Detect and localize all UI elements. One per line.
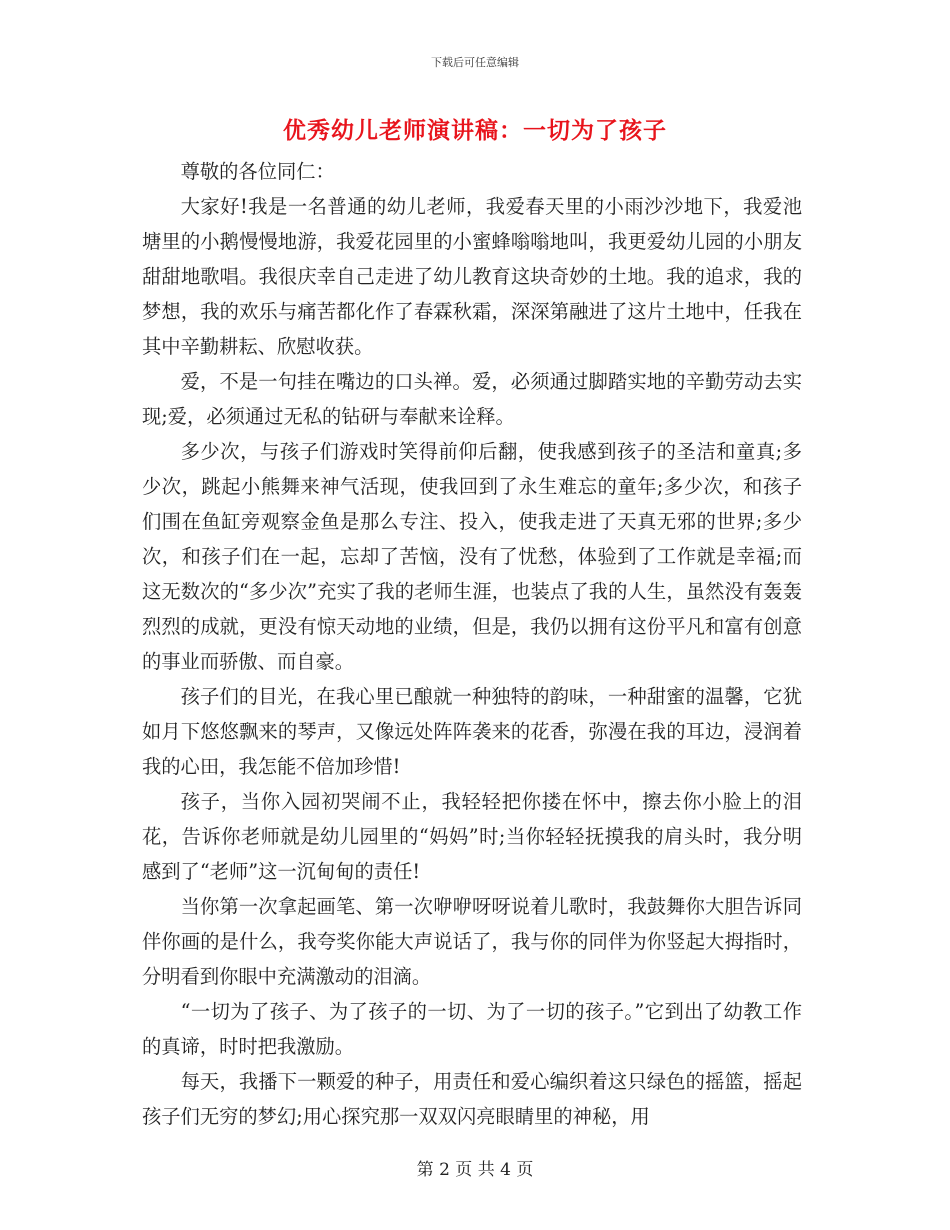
page-footer: 第 2 页 共 4 页	[416, 1160, 534, 1180]
paragraph: “一切为了孩子、为了孩子的一切、为了一切的孩子。”它到出了幼教工作的真谛，时时把我激励。	[142, 1000, 802, 1058]
paragraph: 多少次，与孩子们游戏时笑得前仰后翻，使我感到孩子的圣洁和童真;多少次，跳起小熊舞来神气活现，使我回到了永生难忘的童年;多少次，和孩子们围在鱼缸旁观察金鱼是那么专注、投入，使我走进了天真无邪的世界;多少次，和孩子们在一起，忘却了苦恼，没有了忧愁，体验到了工作就是幸福;而这无数次的“多少次”充实了我的老师生涯，也装点了我的人生，虽然没有轰轰烈烈的成就，更没有惊天动地的业绩，但是，我仍以拥有这份平凡和富有创意的事业而骄傲、而自豪。	[142, 440, 802, 673]
page-header: 下载后可任意编辑	[431, 56, 519, 69]
document-body	[142, 154, 802, 1134]
paragraph: 爱，不是一句挂在嘴边的口头禅。爱，必须通过脚踏实地的辛勤劳动去实现;爱，必须通过无私的钻研与奉献来诠释。	[142, 370, 802, 428]
document-title: 优秀幼儿老师演讲稿：一切为了孩子	[283, 118, 667, 144]
paragraph: 孩子们的目光，在我心里已酿就一种独特的韵味，一种甜蜜的温馨，它犹如月下悠悠飘来的琴声，又像远处阵阵袭来的花香，弥漫在我的耳边，浸润着我的心田，我怎能不倍加珍惜!	[142, 685, 802, 778]
paragraph: 大家好!我是一名普通的幼儿老师，我爱春天里的小雨沙沙地下，我爱池塘里的小鹅慢慢地游，我爱花园里的小蜜蜂嗡嗡地叫，我更爱幼儿园的小朋友甜甜地歌唱。我很庆幸自己走进了幼儿教育这块奇妙的土地。我的追求，我的梦想，我的欢乐与痛苦都化作了春霖秋霜，深深第融进了这片土地中，任我在其中辛勤耕耘、欣慰收获。	[142, 195, 802, 358]
paragraph: 孩子，当你入园初哭闹不止，我轻轻把你搂在怀中，擦去你小脸上的泪花，告诉你老师就是幼儿园里的“妈妈”时;当你轻轻抚摸我的肩头时，我分明感到了“老师”这一沉甸甸的责任!	[142, 790, 802, 883]
paragraph: 每天，我播下一颗爱的种子，用责任和爱心编织着这只绿色的摇篮，摇起孩子们无穷的梦幻;用心探究那一双双闪亮眼睛里的神秘，用	[142, 1070, 802, 1128]
paragraph-salutation: 尊敬的各位同仁：	[180, 160, 335, 183]
paragraph: 当你第一次拿起画笔、第一次咿咿呀呀说着儿歌时，我鼓舞你大胆告诉同伴你画的是什么，我夸奖你能大声说话了，我与你的同伴为你竖起大拇指时，分明看到你眼中充满激动的泪滴。	[142, 895, 802, 988]
